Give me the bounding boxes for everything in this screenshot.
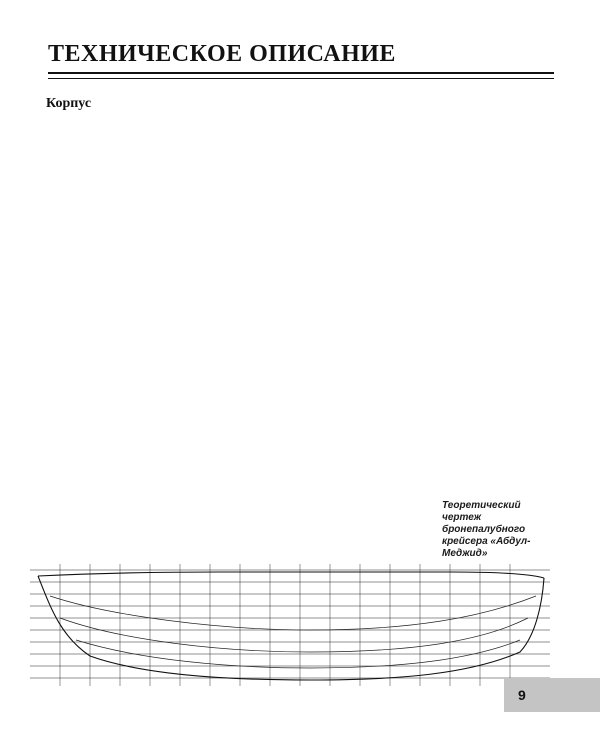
section-heading: Корпус <box>46 96 92 111</box>
ship-lines-drawing <box>20 556 560 694</box>
page-number: 9 <box>518 687 526 703</box>
hull-profile <box>38 572 544 680</box>
page-title: ТЕХНИЧЕСКОЕ ОПИСАНИЕ <box>48 41 396 67</box>
figure-caption: Теоретический чертеж бронепалубного крейсера «Абдул-Меджид» <box>442 500 531 559</box>
title-rule <box>48 72 554 79</box>
hull-body-lines <box>50 596 536 668</box>
left-column <box>46 96 282 546</box>
page-header <box>48 40 554 79</box>
page-number-box <box>504 678 600 712</box>
